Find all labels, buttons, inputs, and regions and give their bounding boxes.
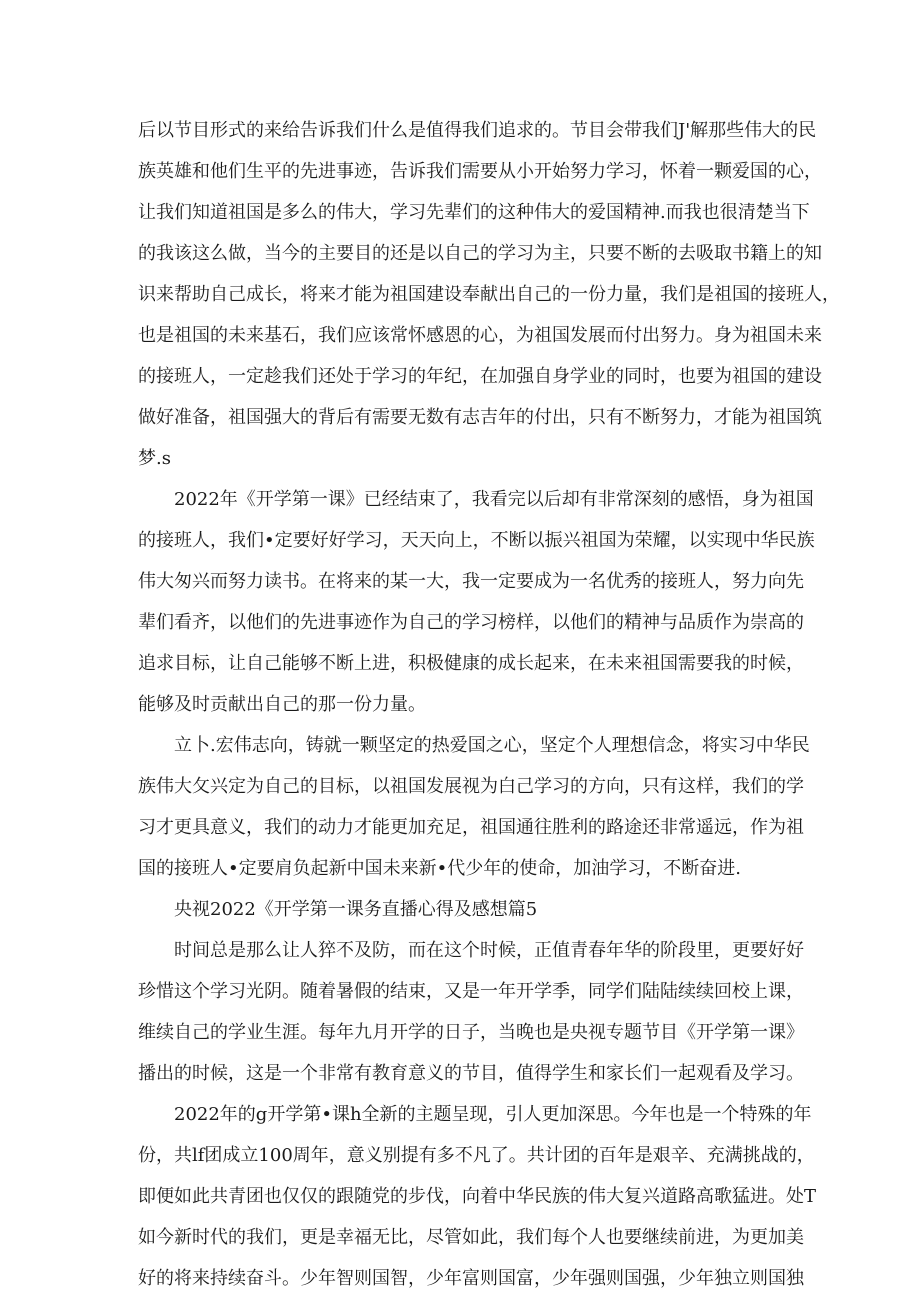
text-line: 好的将来持续奋斗。少年智则国智，少年富则国富，少年强则国强，少年独立则国独: [138, 1268, 804, 1289]
text-line: 的接班人，我们•定要好好学习，天天向上，不断以振兴祖国为荣耀，以实现中华民族: [138, 530, 815, 551]
text-line: 识来帮助自己成长，将来才能为祖国建设奉献出自己的一份力量，我们是祖国的接班人，: [138, 284, 840, 305]
section-heading: 央视2022《开学第一课务直播心得及感想篇5: [174, 899, 538, 920]
text-line: 2022年的g开学第•课h全新的主题呈现，引人更加深思。今年也是一个特殊的年: [174, 1104, 812, 1125]
text-line: 习才更具意义，我们的动力才能更加充足，祖国通往胜利的路途还非常遥远，作为祖: [138, 817, 804, 838]
text-line: 后以节目形式的来给告诉我们什么是值得我们追求的。节目会带我们J'解那些伟大的民: [138, 120, 817, 141]
text-line: 追求目标，让自己能够不断上进，积极健康的成长起来，在未来祖国需要我的时候，: [138, 653, 804, 674]
text-line: 也是祖国的未来基石，我们应该常怀感恩的心，为祖国发展而付出努力。身为祖国未来: [138, 325, 822, 346]
text-line: 的我该这么做，当今的主要目的还是以自己的学习为主，只要不断的去吸取书籍上的知: [138, 243, 822, 264]
text-line: 维续自己的学业生涯。每年九月开学的日子，当晚也是央视专题节目《开学第一课》: [138, 1022, 804, 1043]
text-line: 梦.s: [138, 448, 171, 469]
text-line: 即便如此共青团也仅仅的跟随党的步伐，向着中华民族的伟大复兴道路高歌猛进。处T: [138, 1186, 817, 1207]
text-line: 辈们看齐，以他们的先进事迹作为自己的学习榜样，以他们的精神与品质作为崇高的: [138, 612, 804, 633]
document-body: [138, 110, 840, 1299]
text-line: 珍惜这个学习光阴。随着暑假的结束，又是一年开学季，同学们陆陆续续回校上课，: [138, 981, 804, 1002]
text-line: 国的接班人•定要肩负起新中国未来新•代少年的使命，加油学习，不断奋进.: [138, 858, 741, 879]
text-line: 播出的时候，这是一个非常有教育意义的节目，值得学生和家长们一起观看及学习。: [138, 1063, 804, 1084]
text-line: 族伟大攵兴定为自己的目标，以祖国发展视为白己学习的方向，只有这样，我们的学: [138, 776, 804, 797]
text-line: 如今新时代的我们，更是幸福无比，尽管如此，我们每个人也要继续前进，为更加美: [138, 1227, 804, 1248]
text-line: 伟大匆兴而努力读书。在将来的某一大，我一定要成为一名优秀的接班人，努力向先: [138, 571, 804, 592]
text-line: 时间总是那么让人猝不及防，而在这个时候，正值青春年华的阶段里，更要好好: [174, 940, 804, 961]
text-line: 做好准备，祖国强大的背后有需要无数有志吉年的付出，只有不断努力，才能为祖国筑: [138, 407, 822, 428]
text-line: 2022年《开学第一课》已经结束了，我看完以后却有非常深刻的感悟，身为祖国: [174, 489, 814, 510]
text-line: 立卜.宏伟志向，铸就一颗坚定的热爱国之心，坚定个人理想信念，将实习中华民: [174, 735, 810, 756]
text-line: 份，共lf团成立100周年，意义别提有多不凡了。共计团的百年是艰辛、充满挑战的，: [138, 1145, 815, 1166]
text-line: 的接班人，一定趁我们还处于学习的年纪，在加强自身学业的同时，也要为祖国的建设: [138, 366, 822, 387]
text-line: 让我们知道祖国是多么的伟大，学习先辈们的这种伟大的爱国精神.而我也很清楚当下: [138, 202, 810, 223]
text-line: 族英雄和他们生平的先进事迹，告诉我们需要从小开始努力学习，怀着一颗爱国的心，: [138, 161, 822, 182]
text-line: 能够及时贡献出自己的那一份力量。: [138, 694, 426, 715]
